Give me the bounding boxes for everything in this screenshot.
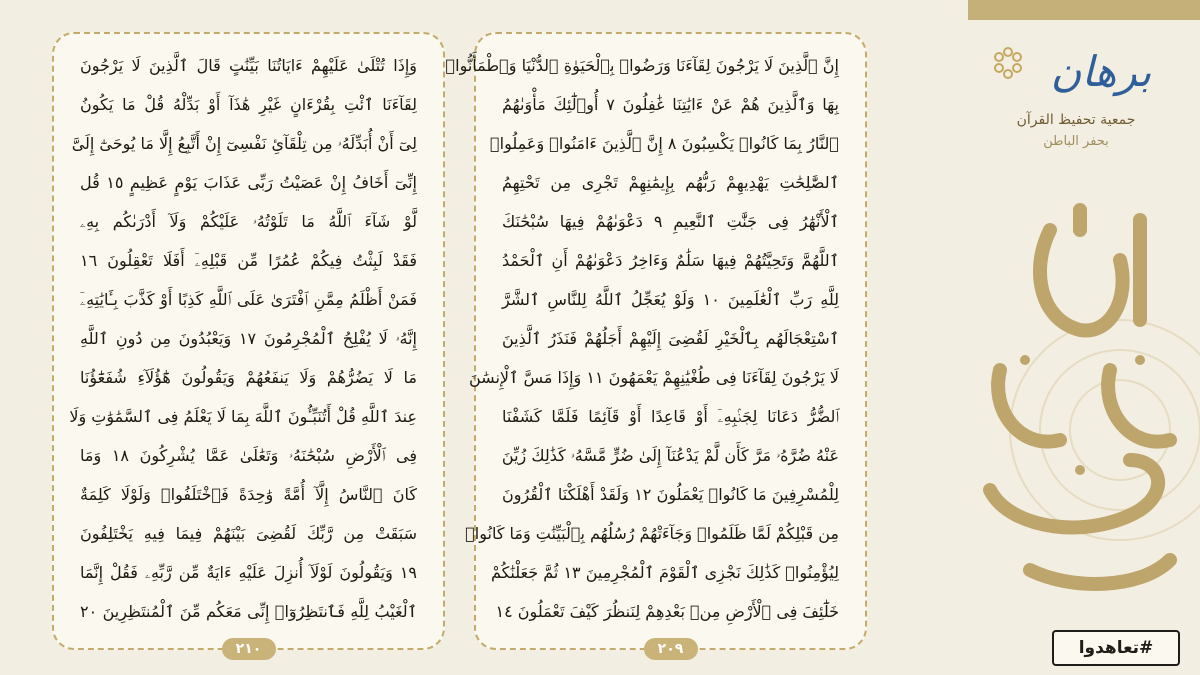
page-lines [69,54,417,624]
calligraphy-decoration [930,155,1200,610]
text-line: فَقَدْ لَبِثْتُ فِيكُمْ عُمُرًا مِّن قَبْلِهِۦٓ أَفَلَا تَعْقِلُونَ ١٦ [80,251,417,270]
text-line: لَّوْ شَآءَ ٱللَّهُ مَا تَلَوْتُهُۥ عَلَيْكُمْ وَلَآ أَدْرَىٰكُم بِهِۦ [80,212,417,231]
text-line: ٱلضُّرُّ دَعَانَا لِجَنۢبِهِۦٓ أَوْ قَاعِدًا أَوْ قَآئِمًا فَلَمَّا كَشَفْنَا [502,407,839,426]
text-line: ١٩ وَيَقُولُونَ لَوْلَآ أُنزِلَ عَلَيْهِ ءَايَةٌ مِّن رَّبِّهِۦ فَقُلْ إِنَّمَا [80,563,417,582]
text-line: لِيُؤْمِنُوا۟ كَذَٰلِكَ نَجْزِى ٱلْقَوْمَ ٱلْمُجْرِمِينَ ١٣ ثُمَّ جَعَلْنَٰكُمْ [490,563,839,582]
text-line: ٱلْغَيْبُ لِلَّهِ فَٱنتَظِرُوٓا۟ إِنِّى مَعَكُم مِّنَ ٱلْمُنتَظِرِينَ ٢٠ [80,602,417,621]
org-name: جمعية تحفيظ القرآن [1016,112,1136,128]
text-line: ٱلصَّٰلِحَٰتِ يَهْدِيهِمْ رَبُّهُم بِإِيمَٰنِهِمْ تَجْرِى مِن تَحْتِهِمُ [502,173,839,192]
text-line: سَبَقَتْ مِن رَّبِّكَ لَقُضِىَ بَيْنَهُمْ فِيمَا فِيهِ يَخْتَلِفُونَ [80,524,417,543]
mushaf-page-210 [52,32,445,657]
page-number-badge: ٢١٠ [222,638,276,660]
text-line: وَإِذَا تُتْلَىٰ عَلَيْهِمْ ءَايَاتُنَا بَيِّنَٰتٍ قَالَ ٱلَّذِينَ لَا يَرْجُونَ [80,56,417,75]
text-line: ٱللَّهُمَّ وَتَحِيَّتُهُمْ فِيهَا سَلَٰمٌ وَءَاخِرُ دَعْوَىٰهُمْ أَنِ ٱلْحَمْدُ [502,251,839,270]
hashtag-text: #تعاهدوا [1078,638,1154,658]
org-city: بحفر الباطن [1043,134,1109,149]
text-line: بِهَا وَٱلَّذِينَ هُمْ عَنْ ءَايَٰتِنَا غَٰفِلُونَ ٧ أُو۟لَٰٓئِكَ مَأْوَىٰهُمُ [502,95,840,114]
text-line: فَمَنْ أَظْلَمُ مِمَّنِ ٱفْتَرَىٰ عَلَى ٱللَّهِ كَذِبًا أَوْ كَذَّبَ بِـَٔايَٰتِهِۦٓ [80,290,417,309]
text-line: خَلَٰٓئِفَ فِى ٱلْأَرْضِ مِنۢ بَعْدِهِمْ لِنَنظُرَ كَيْفَ تَعْمَلُونَ ١٤ [495,602,839,621]
text-line: ٱلْأَنْهَٰرُ فِى جَنَّٰتِ ٱلنَّعِيمِ ٩ دَعْوَىٰهُمْ فِيهَا سُبْحَٰنَكَ [502,212,840,231]
text-line: لِلْمُسْرِفِينَ مَا كَانُوا۟ يَعْمَلُونَ ١٢ وَلَقَدْ أَهْلَكْنَا ٱلْقُرُونَ [502,485,839,504]
text-line: لِىٓ أَنْ أُبَدِّلَهُۥ مِن تِلْقَآئِ نَفْسِىٓ إِنْ أَتَّبِعُ إِلَّا مَا يُوحَىٰٓ إِلَىَّ [71,134,417,153]
logo-wordmark: برهان [1050,47,1152,96]
page-number-badge: ٢٠٩ [644,638,698,660]
text-line: إِنِّىٓ أَخَافُ إِنْ عَصَيْتُ رَبِّى عَذَابَ يَوْمٍ عَظِيمٍ ١٥ قُل [80,173,417,192]
text-line: لِلَّهِ رَبِّ ٱلْعَٰلَمِينَ ١٠ وَلَوْ يُعَجِّلُ ٱللَّهُ لِلنَّاسِ ٱلشَّرَّ [502,290,839,309]
calligraphy-text: تعاهدوا [930,155,977,174]
text-line: لَا يَرْجُونَ لِقَآءَنَا فِى طُغْيَٰنِهِمْ يَعْمَهُونَ ١١ وَإِذَا مَسَّ ٱلْإِنسَٰنَ [468,368,839,387]
text-line: إِنَّ ٱلَّذِينَ لَا يَرْجُونَ لِقَآءَنَا وَرَضُوا۟ بِٱلْحَيَوٰةِ ٱلدُّنْيَا وَٱطْمَأَنُّوا۟ [445,56,839,75]
text-line: فِى ٱلْأَرْضِ سُبْحَٰنَهُۥ وَتَعَٰلَىٰ عَمَّا يُشْرِكُونَ ١٨ وَمَا [80,446,417,465]
brand-top-bar [968,0,1200,20]
rosette-icon [991,46,1025,80]
page-lines [445,54,840,624]
hashtag-badge [1052,630,1180,666]
text-line: ٱلنَّارُ بِمَا كَانُوا۟ يَكْسِبُونَ ٨ إِنَّ ٱلَّذِينَ ءَامَنُوا۟ وَعَمِلُوا۟ [490,134,839,153]
text-line: مِن قَبْلِكُمْ لَمَّا ظَلَمُوا۟ وَجَآءَتْهُمْ رُسُلُهُم بِٱلْبَيِّنَٰتِ وَمَا كَانُوا۟ [465,524,839,543]
mushaf-page-209 [445,32,867,657]
text-line: إِنَّهُۥ لَا يُفْلِحُ ٱلْمُجْرِمُونَ ١٧ وَيَعْبُدُونَ مِن دُونِ ٱللَّهِ [80,329,417,348]
text-line: مَا لَا يَضُرُّهُمْ وَلَا يَنفَعُهُمْ وَيَقُولُونَ هَٰٓؤُلَآءِ شُفَعَٰٓؤُنَا [80,368,417,387]
text-line: عَنْهُ ضُرَّهُۥ مَرَّ كَأَن لَّمْ يَدْعُنَآ إِلَىٰ ضُرٍّ مَّسَّهُۥ كَذَٰلِكَ زُيِّنَ [501,446,839,465]
text-line: لِقَآءَنَا ٱئْتِ بِقُرْءَانٍ غَيْرِ هَٰذَآ أَوْ بَدِّلْهُ قُلْ مَا يَكُونُ [80,95,417,114]
text-line: عِندَ ٱللَّهِ قُلْ أَتُنَبِّـُٔونَ ٱللَّهَ بِمَا لَا يَعْلَمُ فِى ٱلسَّمَٰوَٰتِ وَلَا [69,407,417,426]
text-line: كَانَ ٱلنَّاسُ إِلَّآ أُمَّةً وَٰحِدَةً فَٱخْتَلَفُوا۟ وَلَوْلَا كَلِمَةٌ [80,485,417,504]
text-line: ٱسْتِعْجَالَهُم بِٱلْخَيْرِ لَقُضِىَ إِلَيْهِمْ أَجَلُهُمْ فَنَذَرُ ٱلَّذِينَ [502,329,839,348]
